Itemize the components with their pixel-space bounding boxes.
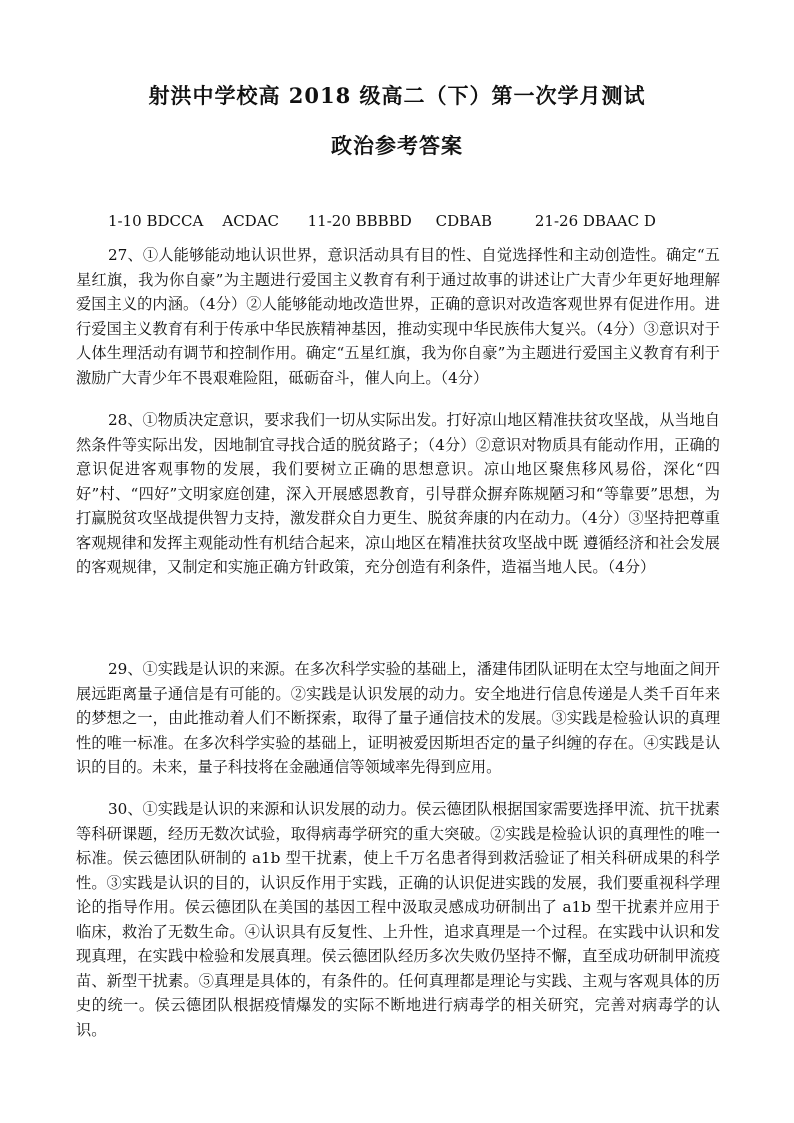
answer-29: 29、①实践是认识的来源。在多次科学实验的基础上，潘建伟团队证明在太空与地面之间开展远距离量子通信是有可能的。②实践是认识发展的动力。安全地进行信息传递是人类千百年来的梦想之一，由此推动着人们不断探索，取得了量子通信技术的发展。③实践是检验认识的真理性的唯一标准。在多次科学实验的基础上，证明被爱因斯坦否定的量子纠缠的存在。④实践是认识的目的。未来，量子科技将在金融通信等领域率先得到应用。	[76, 660, 720, 776]
choice-answers: 1-10 BDCCA ACDAC 11-20 BBBBD CDBAB 21-26 DBAAC D	[108, 212, 656, 230]
answer-30: 30、①实践是认识的来源和认识发展的动力。侯云德团队根据国家需要选择甲流、抗干扰素等科研课题，经历无数次试验，取得病毒学研究的重大突破。②实践是检验认识的真理性的唯一标准。侯云德团队研制的 a1b 型干扰素，使上千万名患者得到救活验证了相关科研成果的科学性。③实践是认识的目的，认识反作用于实践，正确的认识促进实践的发展，我们要重视科学理论的指导作用。侯云德团队在美国的基因工程中汲取灵感成功研制出了 a1b 型干扰素并应用于临床，救治了无数生命。④认识具有反复性、上升性，追求真理是一个过程。在实践中认识和发现真理，在实践中检验和发展真理。侯云德团队经历多次失败仍坚持不懈，直至成功研制甲流疫苗、新型干扰素。⑤真理是具体的，有条件的。任何真理都是理论与实践、主观与客观具体的历史的统一。侯云德团队根据疫情爆发的实际不断地进行病毒学的相关研究，完善对病毒学的认识。	[76, 800, 720, 1039]
document-subtitle: 政治参考答案	[331, 133, 463, 158]
document-title: 射洪中学校高 2018 级高二（下）第一次学月测试	[148, 83, 646, 108]
answer-28: 28、①物质决定意识，要求我们一切从实际出发。打好凉山地区精准扶贫攻坚战，从当地自然条件等实际出发，因地制宜寻找合适的脱贫路子；（4分）②意识对物质具有能动作用，正确的意识促进客观事物的发展，我们要树立正确的思想意识。凉山地区聚焦移风易俗，深化“四好”村、“四好”文明家庭创建，深入开展感恩教育，引导群众摒弃陈规陋习和“等靠要”思想，为打赢脱贫攻坚战提供智力支持，激发群众自力更生、脱贫奔康的内在动力。（4分）③坚持把尊重客观规律和发挥主观能动性有机结合起来，凉山地区在精准扶贫攻坚战中既 遵循经济和社会发展的客观规律，又制定和实施正确方针政策，充分创造有利条件，造福当地人民。（4分）	[76, 411, 720, 576]
answer-27: 27、①人能够能动地认识世界，意识活动具有目的性、自觉选择性和主动创造性。确定“五星红旗，我为你自豪”为主题进行爱国主义教育有利于通过故事的讲述让广大青少年更好地理解爱国主义的内涵。（4分）②人能够能动地改造世界，正确的意识对改造客观世界有促进作用。进行爱国主义教育有利于传承中华民族精神基因，推动实现中华民族伟大复兴。（4分）③意识对于人体生理活动有调节和控制作用。确定“五星红旗，我为你自豪”为主题进行爱国主义教育有利于激励广大青少年不畏艰难险阻，砥砺奋斗，催人向上。（4分）	[76, 246, 720, 387]
